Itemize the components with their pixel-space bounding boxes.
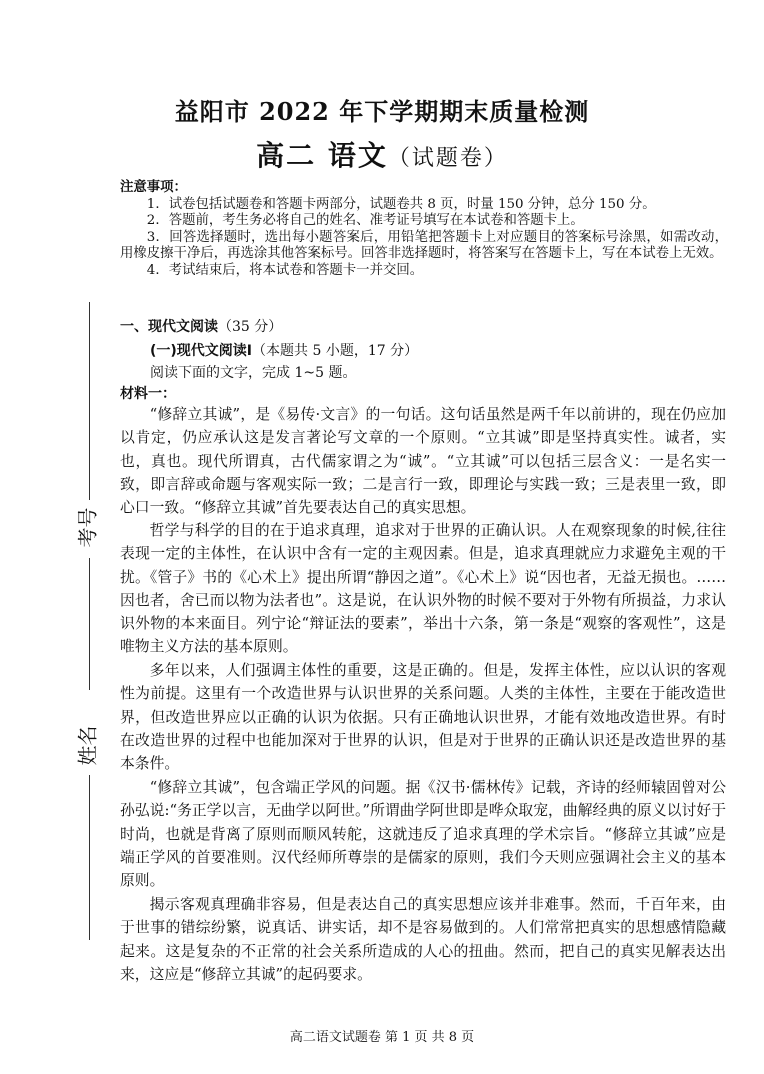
notice-item: 4．考试结束后，将本试卷和答题卡一并交回。 [146,262,424,278]
paragraph: “修辞立其诚”，包含端正学风的问题。据《汉书·儒林传》记载，齐诗的经师辕固曾对公孙弘说:“务正学以言，无曲学以阿世。”所谓曲学阿世即是哗众取宠，曲解经典的原义以讨好于时尚，也就是背离了原则而顺风转舵，这就违反了追求真理的学术宗旨。“修辞立其诚”应是端正学风的首要准则。汉代经师所尊崇的是儒家的原则，我们今天则应强调社会主义的基本原则。 [120,779,726,890]
sidebar-line-bottom [89,775,90,940]
sidebar-line-top [89,302,90,500]
notices-block [120,180,728,280]
paragraph: “修辞立其诚”，是《易传·文言》的一句话。这句话虽然是两千年以前讲的，现在仍应加以肯定，仍应承认这是发言著论写文章的一个原则。“立其诚”即是坚持真实性。诚者，实也，真也。现代所谓真，古代儒家谓之为“诚”。“立其诚”可以包括三层含义：一是名实一致，即言辞或命题与客观实际一致；二是言行一致，即理论与实践一致；三是表里一致，即心口一致。“修辞立其诚”首先要表达自己的真实思想。 [120,406,726,517]
paragraph: 多年以来，人们强调主体性的重要，这是正确的。但是，发挥主体性，应以认识的客观性为前提。这里有一个改造世界与认识世界的关系问题。人类的主体性，主要在于能改造世界，但改造世界应以正确的认识为依据。只有正确地认识世界，才能有效地改造世界。有时在改造世界的过程中也能加深对于世界的认识，但是对于世界的正确认识还是改造世界的基本条件。 [120,662,726,773]
page-footer: 高二语文试题卷 第 1 页 共 8 页 [289,1030,475,1045]
notice-item: 1．试卷包括试题卷和答题卡两部分，试题卷共 8 页，时量 150 分钟，总分 150 分。 [146,196,656,212]
name-label: 姓名 [75,725,100,766]
material-label: 材料一： [120,386,176,402]
exam-number-label: 考号 [75,507,100,548]
exam-subtitle [0,134,764,174]
notice-item: 2．答题前，考生务必将自己的姓名、准考证号填写在本试卷和答题卡上。 [146,213,584,229]
subsection-score: （本题共 5 小题，17 分） [252,343,419,359]
paragraph: 哲学与科学的目的在于追求真理，追求对于世界的正确认识。人在观察现象的时候,往往表现一定的主体性，在认识中含有一定的主观因素。但是，追求真理就应力求避免主观的干扰。《管子》书的《心术上》提出所谓“静因之道”。《心术上》说“因也者，无益无损也。……因也者，舍已而以物为法者也”。这是说，在认识外物的时候不要对于外物有所损益，力求认识外物的本来面目。列宁论“辩证法的要素”，举出十六条，第一条是“观察的客观性”，这是唯物主义方法的基本原则。 [120,522,726,656]
sidebar-line-middle [89,558,90,690]
notice-item: 3．回答选择题时，选出每小题答案后，用铅笔把答题卡上对应题目的答案标号涂黑，如需改动，用橡皮擦干净后，再选涂其他答案标号。回答非选择题时，将答案写在答题卡上，写在本试卷上无效。 [120,229,728,262]
subject-title: 高二 语文 [256,139,388,172]
notices-heading: 注意事项： [120,180,187,195]
reading-instruction: 阅读下面的文字，完成 1~5 题。 [150,365,357,381]
section-title: 一、现代文阅读 [120,319,218,335]
section-score: （35 分） [218,319,283,335]
section-heading [120,316,728,338]
subsection-heading [150,340,728,362]
subtitle-paren: （试题卷） [387,146,508,171]
exam-title: 益阳市 2022 年下学期期末质量检测 [174,97,590,126]
paragraph: 揭示客观真理确非容易，但是表达自己的真实思想应该并非难事。然而，千百年来，由于世事的错综纷繁，说真话、讲实话，却不是容易做到的。人们常常把真实的思想感情隐藏起来。这是复杂的不正常的社会关系所造成的人心的扭曲。然而，把自己的真实见解表达出来，这应是“修辞立其诚”的起码要求。 [120,896,726,983]
subsection-title: (一)现代文阅读Ⅰ [150,343,253,359]
